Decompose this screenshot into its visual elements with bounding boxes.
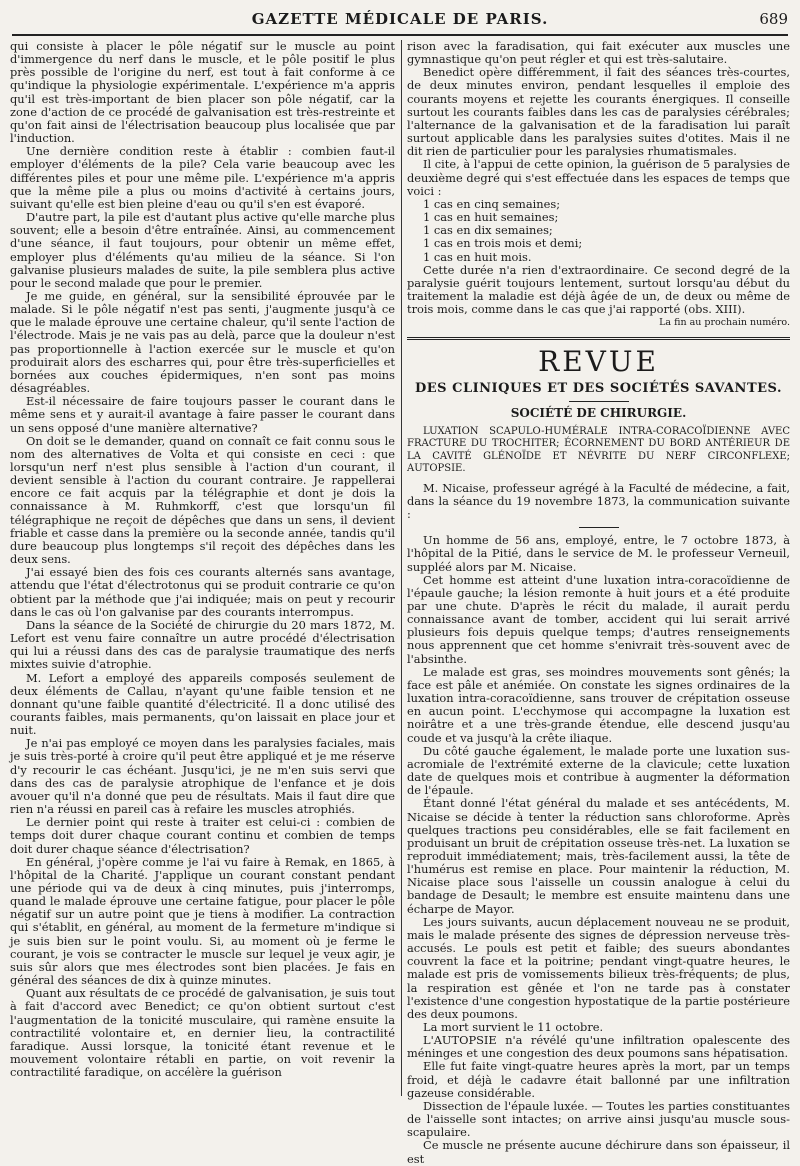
paragraph: J'ai essayé bien des fois ces courants alternés sans avantage, attendu que l'état d'électrotonus qui se produit contrarie ce qu'on obtient par la méthode que j'ai indiquée; mais on peut y recourir dans le cas où l'on galvanise par des courants interrompus.: [10, 565, 395, 619]
paragraph: D'autre part, la pile est d'autant plus active qu'elle marche plus souvent; elle a besoin d'être entraînée. Ainsi, au commencement d'une séance, il faut toujours, pour obtenir un même effet, employer plus d'éléments qu'au milieu de la séance. Si l'on galvanise plusieurs malades de suite, la pile semblera plus active pour le second malade que pour le premier.: [10, 210, 395, 290]
list-item: 1 cas en huit mois.: [423, 249, 532, 264]
paragraph: L'AUTOPSIE n'a révélé qu'une infiltration opalescente des méninges et une congestion des deux poumons sans hépatisation.: [407, 1033, 790, 1061]
article-title: LUXATION SCAPULO-HUMÉRALE INTRA-CORACOÏDIENNE AVEC FRACTURE DU TROCHITER; ÉCORNEMENT DU BORD ANTÉRIEUR DE LA CAVITÉ GLÉNOÏDE ET NÉVRITE DU NERF CIRCONFLEXE; AUTOPSIE.: [407, 425, 790, 475]
paragraph: Du côté gauche également, le malade porte une luxation sus-acromiale de l'extrémité externe de la clavicule; cette luxation date de quelques mois et contribue à augmenter la déformation de l'épaule.: [407, 743, 790, 798]
paragraph: Quant aux résultats de ce procédé de galvanisation, je suis tout à fait d'accord avec Benedict; ce qu'on obtient surtout c'est l'augmentation de la tonicité musculaire, qui ramène ensuite la contractilité volontaire et, en dernier lieu, la contractilité faradique. Aussi lorsque, la tonicité étant revenue et le mouvement volontaire rétabli en partie, on voit revenir la contractilité faradique, on accélère la guérison: [10, 986, 395, 1080]
short-divider: [569, 401, 629, 402]
paragraph: Il cite, à l'appui de cette opinion, la guérison de 5 paralysies de deuxième degré qui s'est effectuée dans les espaces de temps que voici :: [407, 157, 790, 198]
paragraph: Cette durée n'a rien d'extraordinaire. Ce second degré de la paralysie guérit toujours lentement, surtout lorsqu'au début du traitement la maladie est déjà âgée de un, de deux ou même de trois mois, comme dans le cas que j'ai rapporté (obs. XIII).: [407, 262, 790, 317]
paragraph: Une dernière condition reste à établir : combien faut-il employer d'éléments de la pile? Cela varie beaucoup avec les différentes piles et pour une même pile. L'expérience m'a appris que la même pile a plus ou moins d'activité à certains jours, suivant qu'elle est bien pleine d'eau ou qu'il s'en est évaporé.: [10, 144, 395, 211]
list-item: 1 cas en trois mois et demi;: [423, 236, 583, 251]
paragraph: La mort survient le 11 octobre.: [423, 1020, 604, 1034]
page-header: [12, 8, 788, 36]
article-intro: M. Nicaise, professeur agrégé à la Faculté de médecine, a fait, dans la séance du 19 novembre 1873, la communication suivante :: [407, 480, 790, 522]
section-subtitle: DES CLINIQUES ET DES SOCIÉTÉS SAVANTES.: [415, 381, 782, 397]
paragraph: Je n'ai pas employé ce moyen dans les paralysies faciales, mais je suis très-porté à croire qu'il peut être appliqué et je me réserve d'y recourir le cas échéant. Jusqu'ici, je ne m'en suis servi que dans des cas de paralysie atrophique de l'enfance et je dois avouer qu'il n'a donné que peu de résultats. Mais il faut dire que rien n'a réussi en pareil cas à refaire les muscles atrophiés.: [10, 736, 395, 817]
society-heading: SOCIÉTÉ DE CHIRURGIE.: [510, 405, 687, 420]
paragraph: Dans la séance de la Société de chirurgie du 20 mars 1872, M. Lefort est venu faire connaître un autre procédé d'électrisation qui lui a réussi dans des cas de paralysie traumatique des nerfs mixtes suivie d'atrophie.: [10, 617, 395, 672]
paragraph: Je me guide, en général, sur la sensibilité éprouvée par le malade. Si le pôle négatif n'est pas senti, j'augmente jusqu'à ce que le malade éprouve une certaine chaleur, qu'il sente l'action de l'électrode. Mais je ne vais pas au delà, parce que la douleur n'est pas proportionnelle à l'action exercée sur le muscle et qu'on produirait alors des escharres qui, pour être très-superficielles et bornées aux couches épidermiques, n'en sont pas moins désagréables.: [10, 288, 395, 396]
paragraph: Étant donné l'état général du malade et ses antécédents, M. Nicaise se décide à tenter la réduction sans chloroforme. Après quelques tractions peu considérables, elle se fait facilement en produisant un bruit de crépitation osseuse très-net. La luxation se reproduit immédiatement; mais, très-facilement aussi, la tête de l'humérus est remise en place. Pour maintenir la réduction, M. Nicaise place sous l'aisselle un coussin analogue à celui du bandage de Desault; le membre est ensuite maintenu dans une écharpe de Mayor.: [407, 796, 790, 916]
paragraph: Est-il nécessaire de faire toujours passer le courant dans le même sens et y aurait-il avantage à faire passer le courant dans un sens opposé d'une manière alternative?: [10, 394, 395, 435]
list-item: 1 cas en huit semaines;: [423, 210, 559, 225]
paragraph: Un homme de 56 ans, employé, entre, le 7 octobre 1873, à l'hôpital de la Pitié, dans le service de M. le professeur Verneuil, suppléé alors par M. Nicaise.: [407, 533, 790, 574]
paragraph: Les jours suivants, aucun déplacement nouveau ne se produit, mais le malade présente des signes de dépression nerveuse très-accusés. Le pouls est petit et faible; des sueurs abondantes couvrent la face et la poitrine; pendant vingt-quatre heures, le malade est pris de vomissements bilieux très-fréquents; de plus, la respiration est gênée et l'on ne tarde pas à constater l'existence d'une congestion hypostatique de la partie postérieure des deux poumons.: [407, 914, 790, 1021]
journal-title: GAZETTE MÉDICALE DE PARIS.: [251, 10, 549, 28]
page-number: 689: [759, 10, 788, 28]
paragraph: qui consiste à placer le pôle négatif sur le muscle au point d'immergence du nerf dans le muscle, et le pôle positif le plus près possible de l'origine du nerf, est tout à fait conforme à ce qu'indique la physiologie expérimentale. L'expérience m'a appris qu'il est très-important de bien placer son pôle négatif, car la zone d'action de ce procédé de galvanisation est très-restreinte et qu'on fait ainsi de l'électrisation beaucoup plus localisée que par l'induction.: [10, 39, 395, 146]
paragraph: Cet homme est atteint d'une luxation intra-coracoïdienne de l'épaule gauche; la lésion remonte à huit jours et a été produite par une chute. D'après le récit du malade, il aurait perdu connaissance avant de tomber, accident qui lui serait arrivé plusieurs fois depuis quelque temps; d'autres renseignements nous apprennent que cet homme s'enivrait très-souvent avec de l'absinthe.: [407, 572, 790, 666]
case-list: [423, 198, 790, 264]
right-column: [407, 39, 790, 1166]
paragraph: Dissection de l'épaule luxée. — Toutes les parties constituantes de l'aisselle sont intactes; on arrive ainsi jusqu'au muscle sous-scapulaire.: [407, 1098, 790, 1140]
paragraph: En général, j'opère comme je l'ai vu faire à Remak, en 1865, à l'hôpital de la Charité. J'applique un courant constant pendant une période qui va de deux à cinq minutes, puis j'interromps, quand le malade éprouve une certaine fatigue, pour placer le pôle négatif sur un autre point que je tiens à modifier. La contraction qui s'établit, en général, au moment de la fermeture m'indique si je suis bien sur le point voulu. Si, au moment où je ferme le courant, je vois se contracter le muscle sur lequel je veux agir, je suis sûr alors que mes électrodes sont bien placées. Je fais en général des séances de dix à quinze minutes.: [10, 854, 395, 988]
paragraph: Le dernier point qui reste à traiter est celui-ci : combien de temps doit durer chaque courant continu et combien de temps doit durer chaque séance d'électrisation?: [10, 815, 395, 856]
paragraph-continuation: rison avec la faradisation, qui fait exécuter aux muscles une gymnastique qu'on peut régler et qui est très-salutaire.: [407, 39, 790, 67]
left-column: [10, 40, 395, 1096]
paragraph: Le malade est gras, ses moindres mouvements sont gênés; la face est pâle et anémiée. On constate les signes ordinaires de la luxation intra-coracoïdienne, sans trouver de crépitation osseuse en aucun point. L'ecchymose qui accompagne la luxation est noirâtre et a une très-grande étendue, elle descend jusqu'au coude et va jusqu'à la crête iliaque.: [407, 664, 790, 745]
paragraph: On doit se le demander, quand on connaît ce fait connu sous le nom des alternatives de Volta et qui consiste en ceci : que lorsqu'un nerf n'est plus sensible à l'action d'un courant, il devient sensible à l'action du courant contraire. Je rappellerai encore ce fait acquis par la télégraphie et dont je dois la connaissance à M. Ruhmkorff, c'est que lorsqu'un fil télégraphique ne reçoit de dépêches que dans un sens, il devient friable et casse dans la première ou la seconde année, tandis qu'il dure beaucoup plus longtemps s'il reçoit des dépêches dans les deux sens.: [10, 433, 395, 567]
short-divider: [579, 527, 619, 528]
section-rule: [407, 337, 790, 340]
section-title: REVUE: [538, 345, 659, 379]
list-item: 1 cas en dix semaines;: [423, 223, 553, 238]
paragraph: Benedict opère différemment, il fait des séances très-courtes, de deux minutes environ, pendant lesquelles il emploie des courants moyens et rejette les courants énergiques. Il conseille surtout les courants faibles dans les cas de paralysies cérébrales; l'alternance de la galvanisation et de la faradisation lui paraît surtout applicable dans les paralysies suites d'otites. Mais il ne dit rien de particulier pour les paralysies rhumatismales.: [407, 65, 790, 159]
column-divider: [401, 40, 402, 1096]
list-item: 1 cas en cinq semaines;: [423, 196, 561, 211]
paragraph: Elle fut faite vingt-quatre heures après la mort, par un temps froid, et déjà le cadavre était ballonné par une infiltration gazeuse considérable.: [407, 1059, 790, 1100]
paragraph: Ce muscle ne présente aucune déchirure dans son épaisseur, il est: [407, 1138, 790, 1166]
continued-note: La fin au prochain numéro.: [659, 317, 790, 329]
paragraph: M. Lefort a employé des appareils composés seulement de deux éléments de Callau, n'ayant qu'une faible tension et ne donnant qu'une faible quantité d'électricité. Il a donc utilisé des courants faibles, mais permanents, qu'on laissait en place jour et nuit.: [10, 670, 395, 738]
